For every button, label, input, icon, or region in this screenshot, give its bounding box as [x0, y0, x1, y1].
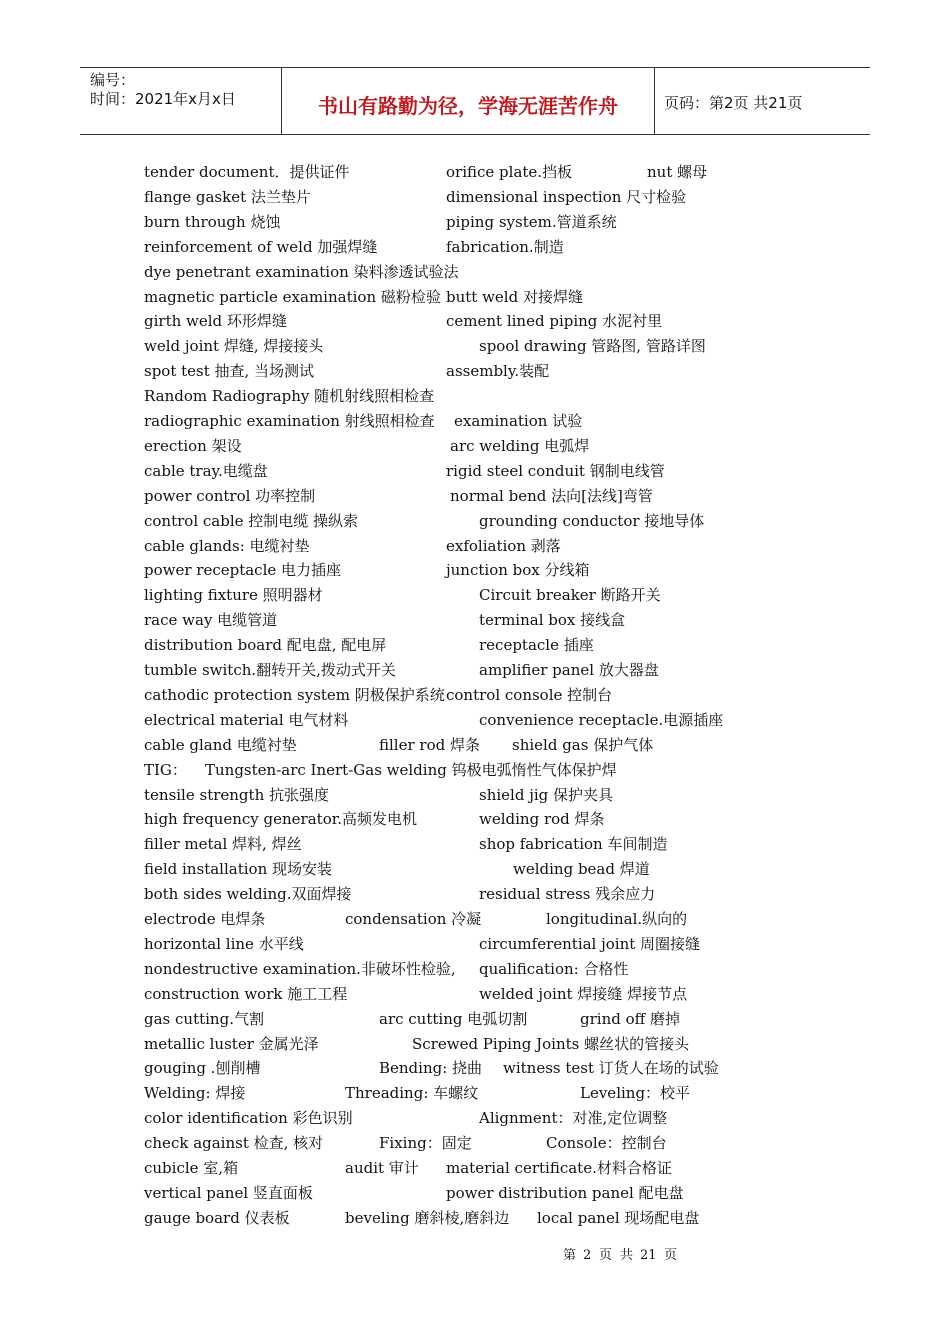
glossary-term: exfoliation 剥落 [446, 536, 561, 555]
glossary-term: Leveling：校平 [580, 1084, 691, 1103]
footer-total-number: 21 [640, 1248, 657, 1263]
glossary-term: control cable 控制电缆 操纵索 [144, 511, 359, 530]
glossary-term: TIG： [144, 760, 187, 779]
header-page-label: 页码：第2页 共21页 [664, 94, 803, 112]
glossary-term: welded joint 焊接缝 焊接节点 [479, 984, 688, 1003]
glossary-term: weld joint 焊缝, 焊接接头 [144, 337, 324, 356]
glossary-term: qualification: 合格性 [479, 959, 629, 978]
footer-total-prefix: 共 [620, 1248, 634, 1263]
glossary-term: amplifier panel 放大器盘 [479, 661, 659, 679]
glossary-term: filler metal 焊料, 焊丝 [144, 835, 302, 854]
glossary-term: arc welding 电弧焊 [450, 436, 590, 455]
glossary-term: residual stress 残余应力 [479, 885, 656, 904]
glossary-term: condensation 冷凝 [345, 910, 482, 928]
glossary-term: cubicle 室,箱 [144, 1159, 239, 1177]
glossary-term: fabrication.制造 [446, 237, 564, 256]
glossary-term: electrical material 电气材料 [144, 710, 349, 729]
glossary-term: Console：控制台 [546, 1134, 667, 1153]
glossary-term: construction work 施工工程 [144, 984, 348, 1003]
footer-page-prefix: 第 [563, 1248, 577, 1263]
glossary-term: grounding conductor 接地导体 [479, 511, 705, 530]
glossary-term: gas cutting.气割 [144, 1009, 264, 1028]
glossary-term: magnetic particle examination 磁粉检验 [144, 287, 441, 306]
glossary-term: examination 试验 [454, 412, 583, 430]
glossary-term: spool drawing 管路图, 管路详图 [479, 337, 706, 356]
footer-page-number: 2 [583, 1248, 592, 1263]
glossary-term: control console 控制台 [446, 685, 613, 704]
glossary-term: tumble switch.翻转开关,拨动式开关 [144, 661, 396, 679]
glossary-term: arc cutting 电弧切割 [379, 1009, 528, 1028]
glossary-term: nondestructive examination.非破坏性检验, [144, 959, 456, 978]
glossary-term: piping system.管道系统 [446, 212, 617, 231]
footer-total-unit: 页 [664, 1248, 678, 1263]
glossary-term: terminal box 接线盒 [479, 611, 626, 630]
glossary-term: Alignment：对准,定位调整 [479, 1109, 668, 1128]
glossary-term: circumferential joint 周圈接缝 [479, 934, 701, 953]
glossary-term: flange gasket 法兰垫片 [144, 187, 311, 206]
glossary-term: distribution board 配电盘, 配电屏 [144, 636, 387, 655]
glossary-term: field installation 现场安装 [144, 860, 332, 879]
document-time-label: 时间：2021年x月x日 [90, 90, 236, 108]
glossary-term: cable tray.电缆盘 [144, 461, 268, 480]
glossary-term: shield gas 保护气体 [512, 735, 654, 754]
glossary-term: Tungsten-arc Inert-Gas welding 钨极电弧惰性气体保护焊 [205, 760, 617, 779]
glossary-term: gauge board 仪表板 [144, 1208, 290, 1227]
glossary-term: power control 功率控制 [144, 486, 316, 505]
glossary-term: Fixing：固定 [379, 1134, 472, 1153]
glossary-term: cable gland 电缆衬垫 [144, 735, 297, 754]
glossary-term: tensile strength 抗张强度 [144, 785, 329, 804]
glossary-term: radiographic examination 射线照相检查 [144, 412, 435, 430]
header-slogan: 书山有路勤为径，学海无涯苦作舟 [318, 94, 618, 118]
glossary-term: lighting fixture 照明器材 [144, 586, 323, 605]
glossary-term: Welding: 焊接 [144, 1084, 246, 1103]
glossary-term: material certificate.材料合格证 [446, 1159, 672, 1177]
glossary-term: beveling 磨斜棱,磨斜边 [345, 1208, 510, 1227]
glossary-term: receptacle 插座 [479, 636, 594, 655]
glossary-term: assembly.装配 [446, 362, 550, 381]
glossary-term: filler rod 焊条 [379, 735, 480, 754]
glossary-term: race way 电缆管道 [144, 611, 278, 630]
glossary-term: reinforcement of weld 加强焊缝 [144, 237, 378, 256]
glossary-term: power receptacle 电力插座 [144, 561, 342, 580]
glossary-term: burn through 烧蚀 [144, 212, 281, 231]
glossary-term: junction box 分线箱 [446, 561, 590, 580]
glossary-term: local panel 现场配电盘 [537, 1208, 700, 1227]
glossary-term: Bending: 挠曲 [379, 1059, 483, 1078]
glossary-term: audit 审计 [345, 1159, 419, 1177]
glossary-term: nut 螺母 [647, 163, 708, 181]
glossary-term: Threading: 车螺纹 [345, 1084, 479, 1103]
glossary-term: both sides welding.双面焊接 [144, 885, 352, 904]
glossary-term: vertical panel 竖直面板 [144, 1183, 313, 1202]
glossary-term: shield jig 保护夹具 [479, 785, 614, 804]
glossary-term: cable glands: 电缆衬垫 [144, 536, 310, 555]
glossary-term: tender document．提供证件 [144, 163, 350, 181]
glossary-term: Screwed Piping Joints 螺丝状的管接头 [412, 1034, 690, 1053]
glossary-term: metallic luster 金属光泽 [144, 1034, 319, 1053]
glossary-term: Random Radiography 随机射线照相检查 [144, 387, 435, 406]
glossary-term: dimensional inspection 尺寸检验 [446, 187, 687, 206]
glossary-term: horizontal line 水平线 [144, 934, 304, 953]
glossary-term: gouging .刨削槽 [144, 1059, 261, 1078]
glossary-term: normal bend 法向[法线]弯管 [450, 486, 653, 505]
glossary-term: erection 架设 [144, 436, 242, 455]
glossary-term: high frequency generator.高频发电机 [144, 810, 418, 829]
glossary-term: electrode 电焊条 [144, 910, 266, 928]
glossary-term: welding bead 焊道 [513, 860, 650, 879]
document-number-label: 编号： [90, 71, 136, 89]
glossary-term: grind off 磨掉 [580, 1009, 681, 1028]
glossary-term: longitudinal.纵向的 [546, 910, 688, 928]
glossary-term: cement lined piping 水泥衬里 [446, 312, 663, 331]
glossary-term: convenience receptacle.电源插座 [479, 710, 724, 729]
glossary-term: Circuit breaker 断路开关 [479, 586, 661, 605]
footer-page-unit: 页 [599, 1248, 613, 1263]
glossary-term: power distribution panel 配电盘 [446, 1183, 684, 1202]
glossary-term: witness test 订货人在场的试验 [503, 1059, 719, 1078]
glossary-term: check against 检查, 核对 [144, 1134, 324, 1153]
glossary-term: orifice plate.挡板 [446, 163, 573, 181]
glossary-term: butt weld 对接焊缝 [446, 287, 583, 306]
glossary-term: dye penetrant examination 染料渗透试验法 [144, 262, 459, 281]
glossary-term: cathodic protection system 阴极保护系统 [144, 685, 445, 704]
glossary-term: girth weld 环形焊缝 [144, 312, 287, 331]
glossary-term: color identification 彩色识别 [144, 1109, 353, 1128]
page-footer [0, 1247, 950, 1267]
glossary-term: rigid steel conduit 钢制电线管 [446, 461, 665, 480]
glossary-term: spot test 抽查, 当场测试 [144, 362, 315, 381]
glossary-term: shop fabrication 车间制造 [479, 835, 668, 854]
glossary-term: welding rod 焊条 [479, 810, 605, 829]
